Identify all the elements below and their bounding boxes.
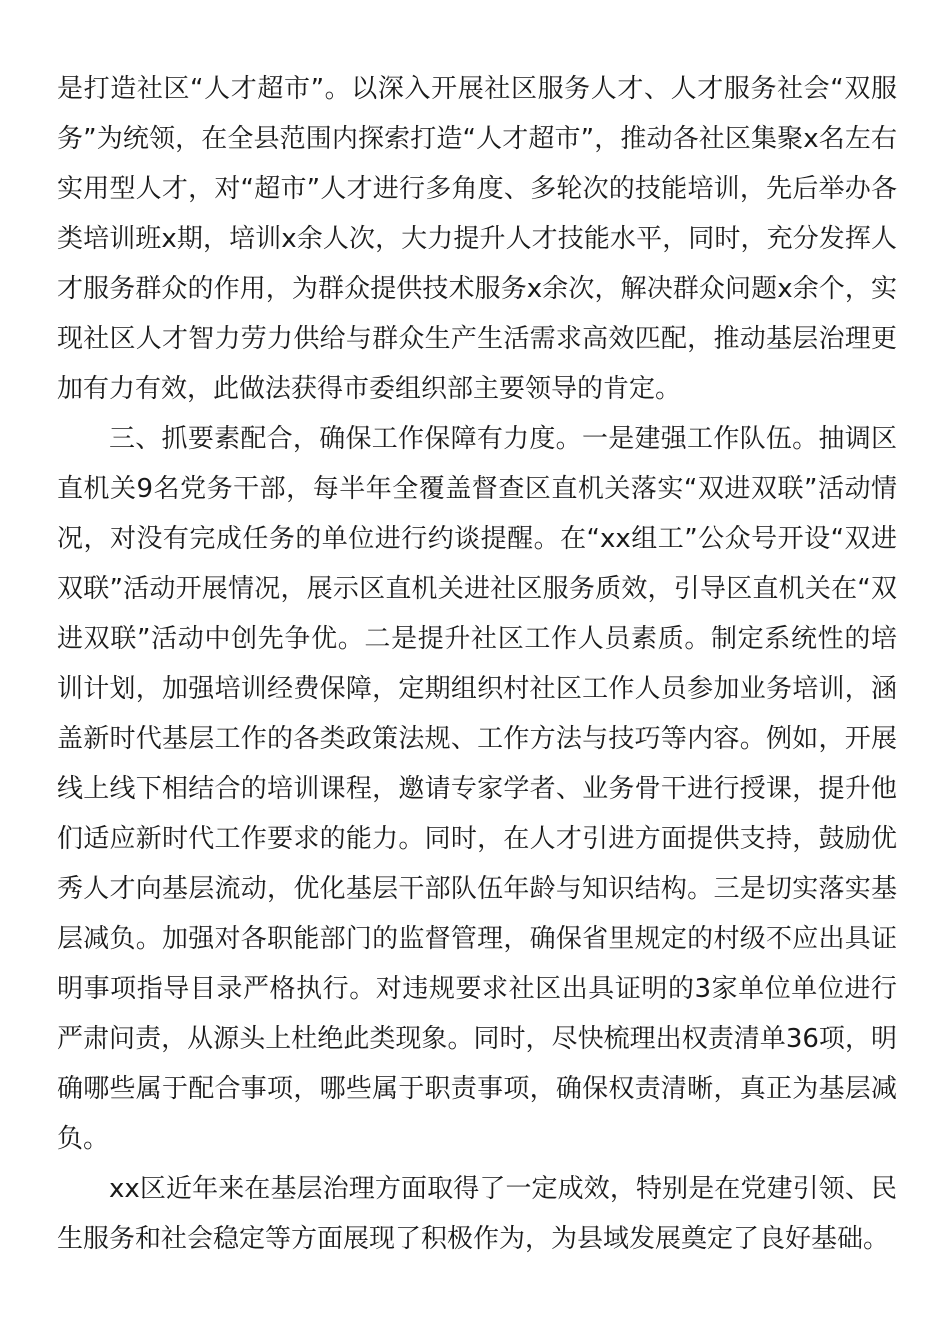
paragraph-factor-support: 三、抓要素配合，确保工作保障有力度。一是建强工作队伍。抽调区直机关9名党务干部，每半年全覆盖督查区直机关落实“双进双联”活动情况，对没有完成任务的单位进行约谈提醒。在“xx组工”公众号开设“双进双联”活动开展情况，展示区直机关进社区服务质效，引导区直机关在“双进双联”活动中创先争优。二是提升社区工作人员素质。制定系统性的培训计划，加强培训经费保障，定期组织村社区工作人员参加业务培训，涵盖新时代基层工作的各类政策法规、工作方法与技巧等内容。例如，开展线上线下相结合的培训课程，邀请专家学者、业务骨干进行授课，提升他们适应新时代工作要求的能力。同时，在人才引进方面提供支持，鼓励优秀人才向基层流动，优化基层干部队伍年龄与知识结构。三是切实落实基层减负。加强对各职能部门的监督管理，确保省里规定的村级不应出具证明事项指导目录严格执行。对违规要求社区出具证明的3家单位单位进行严肃问责，从源头上杜绝此类现象。同时，尽快梳理出权责清单36项，明确哪些属于配合事项，哪些属于职责事项，确保权责清晰，真正为基层减负。	[57, 424, 897, 1154]
document-page	[57, 64, 897, 1264]
paragraph-summary: xx区近年来在基层治理方面取得了一定成效，特别是在党建引领、民生服务和社会稳定等方面展现了积极作为，为县域发展奠定了良好基础。	[57, 1174, 897, 1254]
paragraph-talent-market: 是打造社区“人才超市”。以深入开展社区服务人才、人才服务社会“双服务”为统领，在全县范围内探索打造“人才超市”，推动各社区集聚x名左右实用型人才，对“超市”人才进行多角度、多轮次的技能培训，先后举办各类培训班x期，培训x余人次，大力提升人才技能水平，同时，充分发挥人才服务群众的作用，为群众提供技术服务x余次，解决群众问题x余个，实现社区人才智力劳力供给与群众生产生活需求高效匹配，推动基层治理更加有力有效，此做法获得市委组织部主要领导的肯定。	[57, 74, 897, 404]
